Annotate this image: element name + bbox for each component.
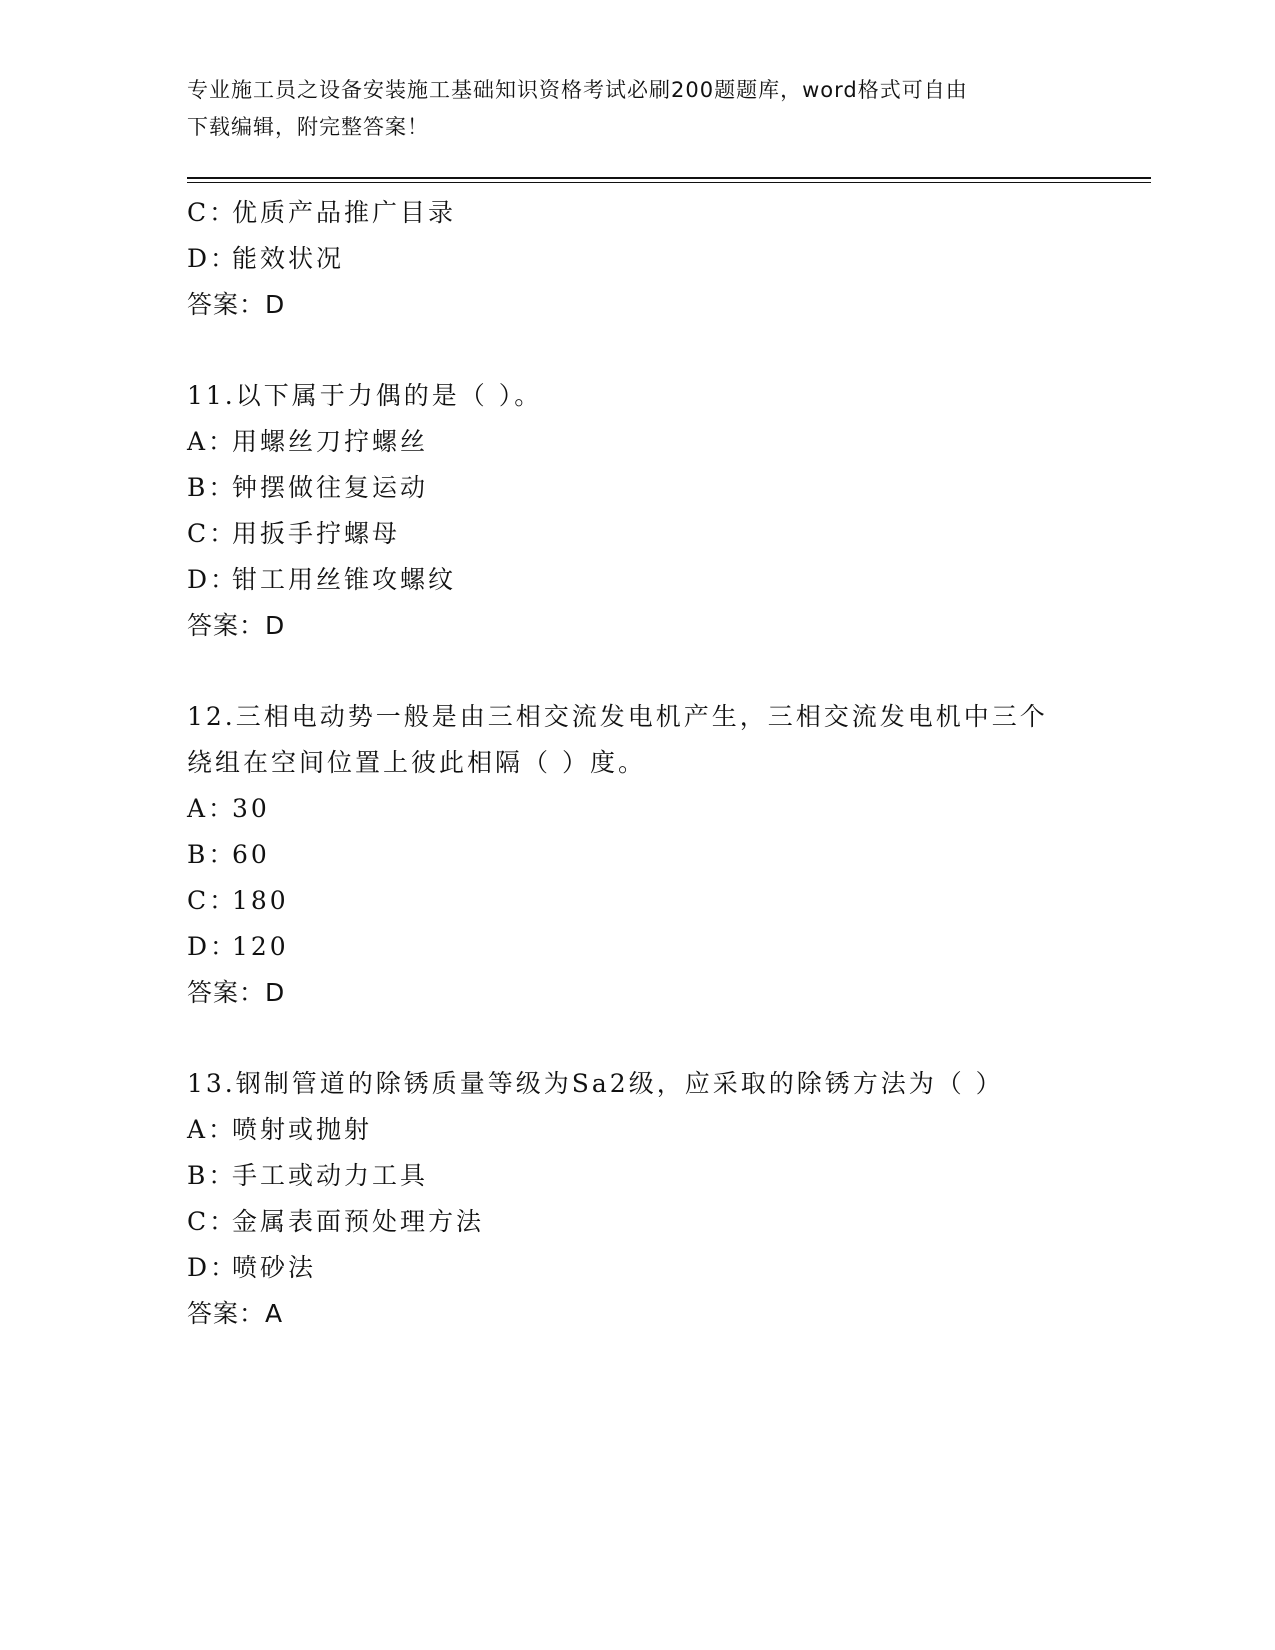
option-label: C： xyxy=(187,1207,238,1236)
option-a xyxy=(187,419,1107,465)
option-text: 钳工用丝锥攻螺纹 xyxy=(232,565,457,594)
option-text: 30 xyxy=(232,794,270,823)
option-d xyxy=(187,236,1107,282)
option-label: C： xyxy=(187,519,238,548)
option-label: A： xyxy=(187,427,237,456)
question-stem-line: 12.三相电动势一般是由三相交流发电机产生，三相交流发电机中三个 xyxy=(187,702,1048,731)
option-label: C： xyxy=(187,198,238,227)
question-stem-line: 13.钢制管道的除锈质量等级为Sa2级，应采取的除锈方法为（ ） xyxy=(187,1069,1004,1098)
option-label: D： xyxy=(187,244,239,273)
option-c xyxy=(187,190,1107,236)
question-10-continued xyxy=(187,190,1107,328)
option-b xyxy=(187,1153,1107,1199)
option-b xyxy=(187,832,1107,878)
answer-line: 答案：D xyxy=(187,978,286,1007)
question-11 xyxy=(187,373,1107,649)
option-text: 120 xyxy=(232,932,289,961)
header-line-2: 下载编辑，附完整答案！ xyxy=(187,115,429,139)
option-text: 喷射或抛射 xyxy=(232,1115,373,1144)
option-text: 优质产品推广目录 xyxy=(232,198,457,227)
option-label: B： xyxy=(187,840,237,869)
option-text: 钟摆做往复运动 xyxy=(232,473,429,502)
option-text: 手工或动力工具 xyxy=(232,1161,429,1190)
option-a xyxy=(187,1107,1107,1153)
answer-line: 答案：D xyxy=(187,611,286,640)
question-13 xyxy=(187,1061,1107,1337)
option-label: A： xyxy=(187,1115,237,1144)
option-label: A： xyxy=(187,794,237,823)
option-b xyxy=(187,465,1107,511)
option-label: B： xyxy=(187,473,237,502)
option-label: D： xyxy=(187,565,239,594)
option-a xyxy=(187,786,1107,832)
option-text: 180 xyxy=(232,886,289,915)
question-12 xyxy=(187,694,1107,1016)
header-divider-top xyxy=(187,177,1151,179)
option-text: 金属表面预处理方法 xyxy=(232,1207,485,1236)
option-d xyxy=(187,1245,1107,1291)
option-text: 用螺丝刀拧螺丝 xyxy=(232,427,429,456)
option-label: C： xyxy=(187,886,238,915)
page-header xyxy=(187,72,1087,146)
option-text: 60 xyxy=(232,840,270,869)
option-c xyxy=(187,878,1107,924)
option-d xyxy=(187,557,1107,603)
option-text: 喷砂法 xyxy=(232,1253,317,1282)
header-line-1: 专业施工员之设备安装施工基础知识资格考试必刷200题题库，word格式可自由 xyxy=(187,78,968,102)
header-divider-bottom xyxy=(187,182,1151,183)
option-label: D： xyxy=(187,1253,239,1282)
option-text: 用扳手拧螺母 xyxy=(232,519,401,548)
answer-line: 答案：D xyxy=(187,290,286,319)
exam-content xyxy=(187,190,1107,1337)
question-stem xyxy=(187,1061,1107,1107)
option-c xyxy=(187,511,1107,557)
option-d xyxy=(187,924,1107,970)
question-stem-line: 绕组在空间位置上彼此相隔（ ）度。 xyxy=(187,748,646,777)
option-c xyxy=(187,1199,1107,1245)
option-text: 能效状况 xyxy=(232,244,345,273)
question-stem xyxy=(187,373,1107,419)
option-label: B： xyxy=(187,1161,237,1190)
option-label: D： xyxy=(187,932,239,961)
question-stem-line: 11.以下属于力偶的是（ ）。 xyxy=(187,381,543,410)
question-stem xyxy=(187,694,1107,786)
answer-line: 答案：A xyxy=(187,1299,284,1328)
